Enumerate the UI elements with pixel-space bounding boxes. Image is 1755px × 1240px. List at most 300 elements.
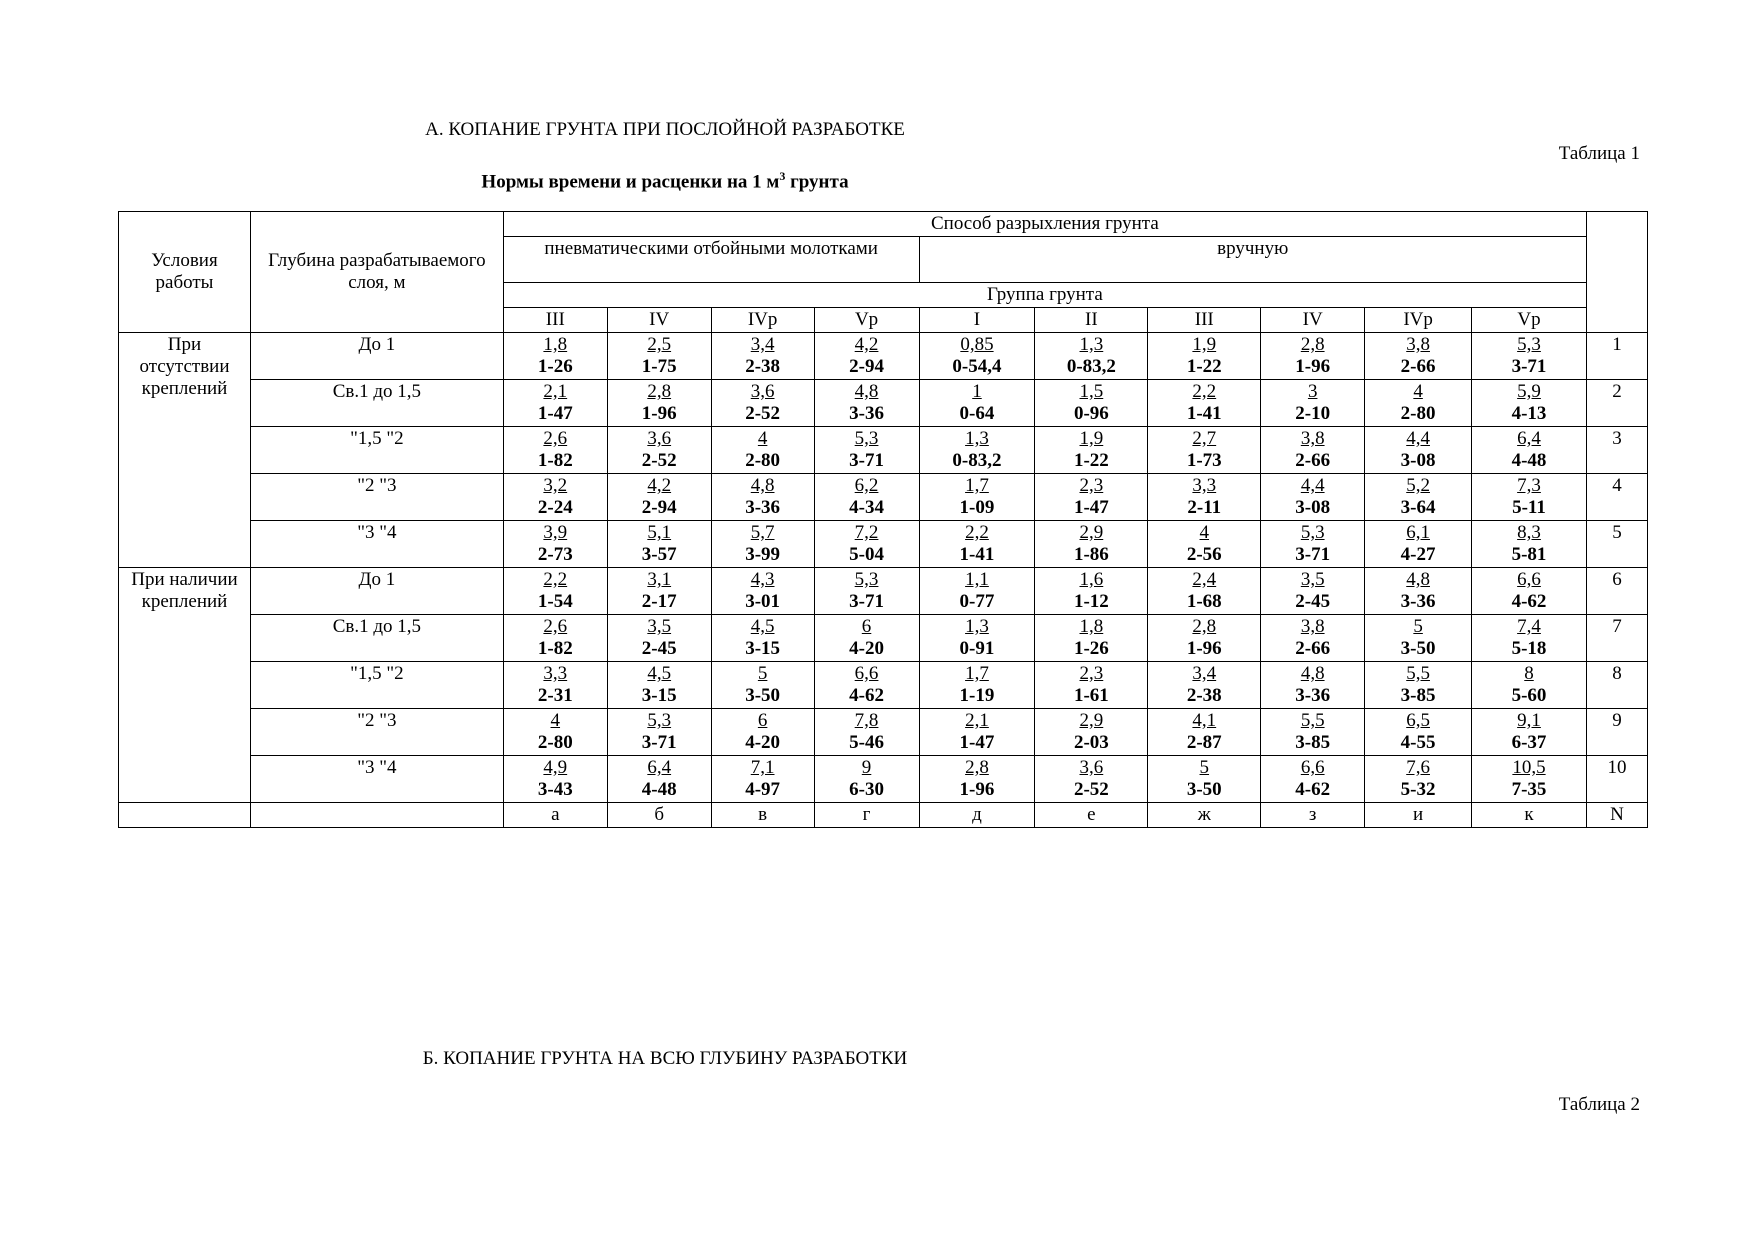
column-letter-cell: ж <box>1148 803 1261 828</box>
time-norm: 2,4 <box>1192 569 1217 590</box>
column-letter-cell: г <box>814 803 919 828</box>
time-norm: 6 <box>757 710 768 731</box>
rate: 3-36 <box>1295 685 1331 706</box>
rate: 3-64 <box>1400 497 1436 518</box>
time-norm: 7,2 <box>854 522 879 543</box>
time-norm: 1,5 <box>1079 381 1104 402</box>
time-norm: 3,5 <box>647 616 672 637</box>
row-number-cell: 1 <box>1586 333 1647 380</box>
time-norm: 1,1 <box>965 569 989 590</box>
norm-cell <box>1148 615 1261 662</box>
condition-cell: При отсутствии креплений <box>119 333 251 568</box>
header-soil-group: Группа грунта <box>503 283 1586 308</box>
time-norm: 3,4 <box>1192 663 1217 684</box>
time-norm: 6,4 <box>1517 428 1541 449</box>
depth-cell: "1,5 "2 <box>250 662 503 709</box>
time-norm: 6,4 <box>647 757 672 778</box>
norm-cell <box>607 333 711 380</box>
time-norm: 5,5 <box>1406 663 1430 684</box>
time-norm: 7,3 <box>1517 475 1541 496</box>
time-norm: 3,8 <box>1300 428 1325 449</box>
time-norm: 2,1 <box>543 381 568 402</box>
time-norm: 4,2 <box>854 334 879 355</box>
norm-cell <box>503 521 607 568</box>
norm-cell <box>1035 333 1148 380</box>
rate: 1-09 <box>959 497 995 518</box>
norm-cell <box>814 568 919 615</box>
rate: 5-04 <box>849 544 884 565</box>
time-norm: 2,6 <box>543 428 568 449</box>
footer-blank <box>119 803 251 828</box>
norm-cell <box>919 474 1035 521</box>
norm-cell <box>919 615 1035 662</box>
norm-cell <box>1365 662 1472 709</box>
rate: 3-36 <box>849 403 884 424</box>
time-norm: 5 <box>757 663 768 684</box>
rate: 7-35 <box>1511 779 1547 800</box>
rate: 2-66 <box>1295 638 1331 659</box>
rate: 4-48 <box>641 779 677 800</box>
rate: 5-81 <box>1511 544 1547 565</box>
rate: 1-96 <box>1186 638 1222 659</box>
time-norm: 2,5 <box>647 334 672 355</box>
norm-cell <box>1035 615 1148 662</box>
norm-cell <box>1472 568 1587 615</box>
rate: 3-01 <box>745 591 781 612</box>
time-norm: 4,8 <box>750 475 775 496</box>
norm-cell <box>1472 427 1587 474</box>
rate: 2-94 <box>641 497 677 518</box>
time-norm: 3,6 <box>1079 757 1104 778</box>
rate: 3-50 <box>745 685 781 706</box>
rate: 4-27 <box>1400 544 1436 565</box>
time-norm: 2,2 <box>1192 381 1217 402</box>
table-row <box>119 333 1648 380</box>
rate: 3-71 <box>1511 356 1547 377</box>
rate: 2-73 <box>537 544 573 565</box>
table-1-label: Таблица 1 <box>1558 143 1640 164</box>
rate: 0-83,2 <box>1066 356 1116 377</box>
depth-cell: "3 "4 <box>250 756 503 803</box>
norm-cell <box>503 615 607 662</box>
norm-cell <box>814 427 919 474</box>
time-norm: 2,1 <box>965 710 989 731</box>
time-norm: 6,6 <box>1300 757 1325 778</box>
time-norm: 4,8 <box>1406 569 1430 590</box>
time-norm: 2,8 <box>1192 616 1217 637</box>
norm-cell <box>1035 427 1148 474</box>
column-letter-cell: е <box>1035 803 1148 828</box>
time-norm: 3,3 <box>543 663 568 684</box>
norm-cell <box>1365 474 1472 521</box>
time-norm: 6,6 <box>854 663 879 684</box>
norm-cell <box>1261 380 1365 427</box>
time-norm: 1,6 <box>1079 569 1104 590</box>
norm-cell <box>503 709 607 756</box>
header-depth: Глубина разрабатываемого слоя, м <box>250 212 503 333</box>
table-row <box>119 380 1648 427</box>
time-norm: 4 <box>757 428 768 449</box>
rate: 3-71 <box>1295 544 1331 565</box>
norm-cell <box>711 615 814 662</box>
header-method: Способ разрыхления грунта <box>503 212 1586 237</box>
rate: 4-62 <box>1511 591 1547 612</box>
header-group-cell: Vр <box>1472 308 1587 333</box>
time-norm: 4 <box>1199 522 1210 543</box>
time-norm: 3,9 <box>543 522 568 543</box>
table-1-subtitle <box>0 165 1330 193</box>
time-norm: 2,8 <box>647 381 672 402</box>
rate: 0-54,4 <box>952 356 1002 377</box>
footer-n-cell: N <box>1586 803 1647 828</box>
time-norm: 6,5 <box>1406 710 1430 731</box>
rate: 1-19 <box>959 685 995 706</box>
header-manual: вручную <box>919 237 1586 283</box>
time-norm: 3,8 <box>1300 616 1325 637</box>
norm-cell <box>814 333 919 380</box>
rate: 3-15 <box>745 638 781 659</box>
time-norm: 4 <box>550 710 561 731</box>
table-row <box>119 568 1648 615</box>
norm-cell <box>919 521 1035 568</box>
rate: 4-55 <box>1400 732 1436 753</box>
norm-cell <box>711 568 814 615</box>
time-norm: 3,6 <box>750 381 775 402</box>
rate: 5-60 <box>1511 685 1547 706</box>
time-norm: 6,2 <box>854 475 879 496</box>
time-norm: 2,8 <box>965 757 989 778</box>
norm-cell <box>607 615 711 662</box>
row-number-cell: 8 <box>1586 662 1647 709</box>
norm-cell <box>503 380 607 427</box>
time-norm: 5,3 <box>854 428 879 449</box>
rate: 0-91 <box>959 638 995 659</box>
norm-cell <box>503 756 607 803</box>
depth-cell: Св.1 до 1,5 <box>250 380 503 427</box>
norm-cell <box>711 709 814 756</box>
norm-cell <box>503 662 607 709</box>
norm-cell <box>1472 333 1587 380</box>
time-norm: 1,3 <box>1079 334 1104 355</box>
norm-cell <box>1261 568 1365 615</box>
norm-cell <box>814 756 919 803</box>
norm-cell <box>711 662 814 709</box>
norm-cell <box>1148 427 1261 474</box>
norm-cell <box>814 521 919 568</box>
rate: 1-22 <box>1073 450 1109 471</box>
norm-cell <box>1365 380 1472 427</box>
norm-cell <box>1148 662 1261 709</box>
header-group-cell: III <box>1148 308 1261 333</box>
time-norm: 4,5 <box>750 616 775 637</box>
norm-cell <box>1035 709 1148 756</box>
time-norm: 3,8 <box>1406 334 1430 355</box>
rate: 5-11 <box>1512 497 1546 518</box>
time-norm: 9,1 <box>1517 710 1541 731</box>
rate: 4-34 <box>849 497 884 518</box>
rate: 1-96 <box>959 779 995 800</box>
norm-cell <box>1472 756 1587 803</box>
table-row <box>119 521 1648 568</box>
time-norm: 5,3 <box>1517 334 1541 355</box>
column-letter-cell: в <box>711 803 814 828</box>
time-norm: 3,5 <box>1300 569 1325 590</box>
norm-cell <box>1365 756 1472 803</box>
rate: 4-97 <box>745 779 781 800</box>
rate: 3-15 <box>641 685 677 706</box>
time-norm: 6,6 <box>1517 569 1541 590</box>
time-norm: 4,4 <box>1406 428 1430 449</box>
header-group-cell: I <box>919 308 1035 333</box>
norm-cell <box>1035 756 1148 803</box>
time-norm: 2,6 <box>543 616 568 637</box>
rate: 1-26 <box>1073 638 1109 659</box>
depth-cell: До 1 <box>250 568 503 615</box>
time-norm: 2,9 <box>1079 522 1104 543</box>
rate: 1-26 <box>537 356 573 377</box>
table-row <box>119 709 1648 756</box>
time-norm: 2,3 <box>1079 475 1104 496</box>
norm-cell <box>919 380 1035 427</box>
norm-cell <box>1148 333 1261 380</box>
column-letter-cell: з <box>1261 803 1365 828</box>
norm-cell <box>1472 521 1587 568</box>
time-norm: 1,9 <box>1079 428 1104 449</box>
norm-cell <box>1261 662 1365 709</box>
depth-cell: "2 "3 <box>250 474 503 521</box>
rate: 1-61 <box>1073 685 1109 706</box>
depth-cell: "1,5 "2 <box>250 427 503 474</box>
time-norm: 3 <box>1307 381 1318 402</box>
norm-cell <box>711 756 814 803</box>
rate: 0-96 <box>1073 403 1109 424</box>
rate: 3-50 <box>1186 779 1222 800</box>
time-norm: 5,1 <box>647 522 672 543</box>
time-norm: 7,8 <box>854 710 879 731</box>
norm-cell <box>814 474 919 521</box>
time-norm: 0,85 <box>960 334 994 355</box>
time-norm: 4,1 <box>1192 710 1217 731</box>
rate: 1-68 <box>1186 591 1222 612</box>
rate: 2-66 <box>1295 450 1331 471</box>
time-norm: 2,9 <box>1079 710 1104 731</box>
norm-cell <box>1472 662 1587 709</box>
rate: 3-36 <box>1400 591 1436 612</box>
rate: 2-94 <box>849 356 884 377</box>
time-norm: 10,5 <box>1512 757 1546 778</box>
rate: 2-38 <box>745 356 781 377</box>
norms-table <box>118 211 1648 828</box>
norm-cell <box>607 709 711 756</box>
time-norm: 1,7 <box>965 475 989 496</box>
table-row <box>119 474 1648 521</box>
time-norm: 5,3 <box>647 710 672 731</box>
header-group-cell: Vр <box>814 308 919 333</box>
rate: 3-36 <box>745 497 781 518</box>
time-norm: 2,7 <box>1192 428 1217 449</box>
rate: 3-99 <box>745 544 781 565</box>
section-a-title: А. КОПАНИЕ ГРУНТА ПРИ ПОСЛОЙНОЙ РАЗРАБОТКЕ <box>425 119 905 140</box>
time-norm: 3,2 <box>543 475 568 496</box>
norm-cell <box>1035 662 1148 709</box>
time-norm: 3,4 <box>750 334 775 355</box>
column-letter-cell: к <box>1472 803 1587 828</box>
rate: 2-10 <box>1295 403 1331 424</box>
row-number-cell: 3 <box>1586 427 1647 474</box>
column-letter-cell: и <box>1365 803 1472 828</box>
rate: 1-86 <box>1073 544 1109 565</box>
norm-cell <box>607 756 711 803</box>
subtitle-suffix: грунта <box>785 171 849 193</box>
row-number-cell: 10 <box>1586 756 1647 803</box>
time-norm: 6,1 <box>1406 522 1430 543</box>
time-norm: 1,7 <box>965 663 989 684</box>
norm-cell <box>1035 474 1148 521</box>
condition-cell: При наличии креплений <box>119 568 251 803</box>
time-norm: 1,3 <box>965 616 989 637</box>
norm-cell <box>1261 521 1365 568</box>
header-group-cell: IVр <box>1365 308 1472 333</box>
norm-cell <box>607 521 711 568</box>
rate: 4-62 <box>1295 779 1331 800</box>
rate: 3-57 <box>641 544 677 565</box>
norm-cell <box>814 615 919 662</box>
time-norm: 7,1 <box>750 757 775 778</box>
norm-cell <box>1472 709 1587 756</box>
norm-cell <box>1148 568 1261 615</box>
norm-cell <box>1365 568 1472 615</box>
header-group-cell: IVр <box>711 308 814 333</box>
norm-cell <box>1365 615 1472 662</box>
time-norm: 2,3 <box>1079 663 1104 684</box>
rate: 4-13 <box>1511 403 1547 424</box>
row-number-cell: 5 <box>1586 521 1647 568</box>
rate: 2-80 <box>745 450 781 471</box>
time-norm: 5,9 <box>1517 381 1541 402</box>
norm-cell <box>814 662 919 709</box>
rate: 0-83,2 <box>952 450 1002 471</box>
norm-cell <box>1261 474 1365 521</box>
norm-cell <box>503 333 607 380</box>
norm-cell <box>1261 709 1365 756</box>
time-norm: 4,2 <box>647 475 672 496</box>
rate: 6-30 <box>849 779 884 800</box>
table-2-label: Таблица 2 <box>1558 1094 1640 1115</box>
rate: 4-20 <box>849 638 884 659</box>
time-norm: 3,3 <box>1192 475 1217 496</box>
rate: 2-80 <box>537 732 573 753</box>
rate: 3-71 <box>849 450 884 471</box>
time-norm: 5,7 <box>750 522 775 543</box>
time-norm: 5,3 <box>854 569 879 590</box>
norm-cell <box>503 474 607 521</box>
rate: 2-66 <box>1400 356 1436 377</box>
time-norm: 1,9 <box>1192 334 1217 355</box>
rate: 2-80 <box>1400 403 1436 424</box>
norm-cell <box>1261 756 1365 803</box>
column-letter-cell: а <box>503 803 607 828</box>
rate: 6-37 <box>1511 732 1547 753</box>
rate: 4-48 <box>1511 450 1547 471</box>
norm-cell <box>711 427 814 474</box>
time-norm: 8 <box>1524 663 1534 684</box>
footer-row <box>119 803 1648 828</box>
rate: 2-87 <box>1186 732 1222 753</box>
norm-cell <box>1035 568 1148 615</box>
header-row-method <box>119 212 1648 237</box>
time-norm: 2,2 <box>965 522 989 543</box>
rate: 1-41 <box>959 544 995 565</box>
depth-cell: До 1 <box>250 333 503 380</box>
rate: 1-47 <box>1073 497 1109 518</box>
row-number-cell: 6 <box>1586 568 1647 615</box>
time-norm: 7,6 <box>1406 757 1430 778</box>
norm-cell <box>503 427 607 474</box>
header-conditions: Условия работы <box>119 212 251 333</box>
rate: 4-20 <box>745 732 781 753</box>
time-norm: 4,8 <box>854 381 879 402</box>
norm-cell <box>919 427 1035 474</box>
norm-cell <box>711 333 814 380</box>
rate: 3-85 <box>1400 685 1436 706</box>
rate: 3-43 <box>537 779 573 800</box>
norm-cell <box>1365 427 1472 474</box>
table-row <box>119 662 1648 709</box>
time-norm: 4,9 <box>543 757 568 778</box>
row-number-cell: 2 <box>1586 380 1647 427</box>
norm-cell <box>1035 380 1148 427</box>
time-norm: 4 <box>1413 381 1423 402</box>
norm-cell <box>711 474 814 521</box>
rate: 1-41 <box>1186 403 1222 424</box>
time-norm: 5 <box>1413 616 1423 637</box>
rate: 2-52 <box>641 450 677 471</box>
depth-cell: Св.1 до 1,5 <box>250 615 503 662</box>
norm-cell <box>1148 521 1261 568</box>
time-norm: 3,1 <box>647 569 672 590</box>
rate: 4-62 <box>849 685 884 706</box>
rate: 0-77 <box>959 591 995 612</box>
time-norm: 4,3 <box>750 569 775 590</box>
norm-cell <box>919 333 1035 380</box>
norm-cell <box>1261 427 1365 474</box>
time-norm: 3,6 <box>647 428 672 449</box>
header-pneumatic: пневматическими отбойными молотками <box>503 237 919 283</box>
norm-cell <box>607 380 711 427</box>
rate: 2-45 <box>1295 591 1331 612</box>
rate: 2-52 <box>745 403 781 424</box>
rate: 1-82 <box>537 450 573 471</box>
rate: 1-73 <box>1186 450 1222 471</box>
header-group-cell: II <box>1035 308 1148 333</box>
norm-cell <box>919 662 1035 709</box>
time-norm: 8,3 <box>1517 522 1541 543</box>
rate: 1-82 <box>537 638 573 659</box>
rate: 2-45 <box>641 638 677 659</box>
norm-cell <box>1472 615 1587 662</box>
subtitle-text: Нормы времени и расценки на 1 м <box>481 171 780 193</box>
rate: 2-38 <box>1186 685 1222 706</box>
norm-cell <box>1365 521 1472 568</box>
norm-cell <box>607 474 711 521</box>
time-norm: 4,4 <box>1300 475 1325 496</box>
norm-cell <box>814 380 919 427</box>
rate: 2-03 <box>1073 732 1109 753</box>
rate: 1-12 <box>1073 591 1109 612</box>
row-number-cell: 4 <box>1586 474 1647 521</box>
time-norm: 4,8 <box>1300 663 1325 684</box>
header-group-cell: IV <box>1261 308 1365 333</box>
